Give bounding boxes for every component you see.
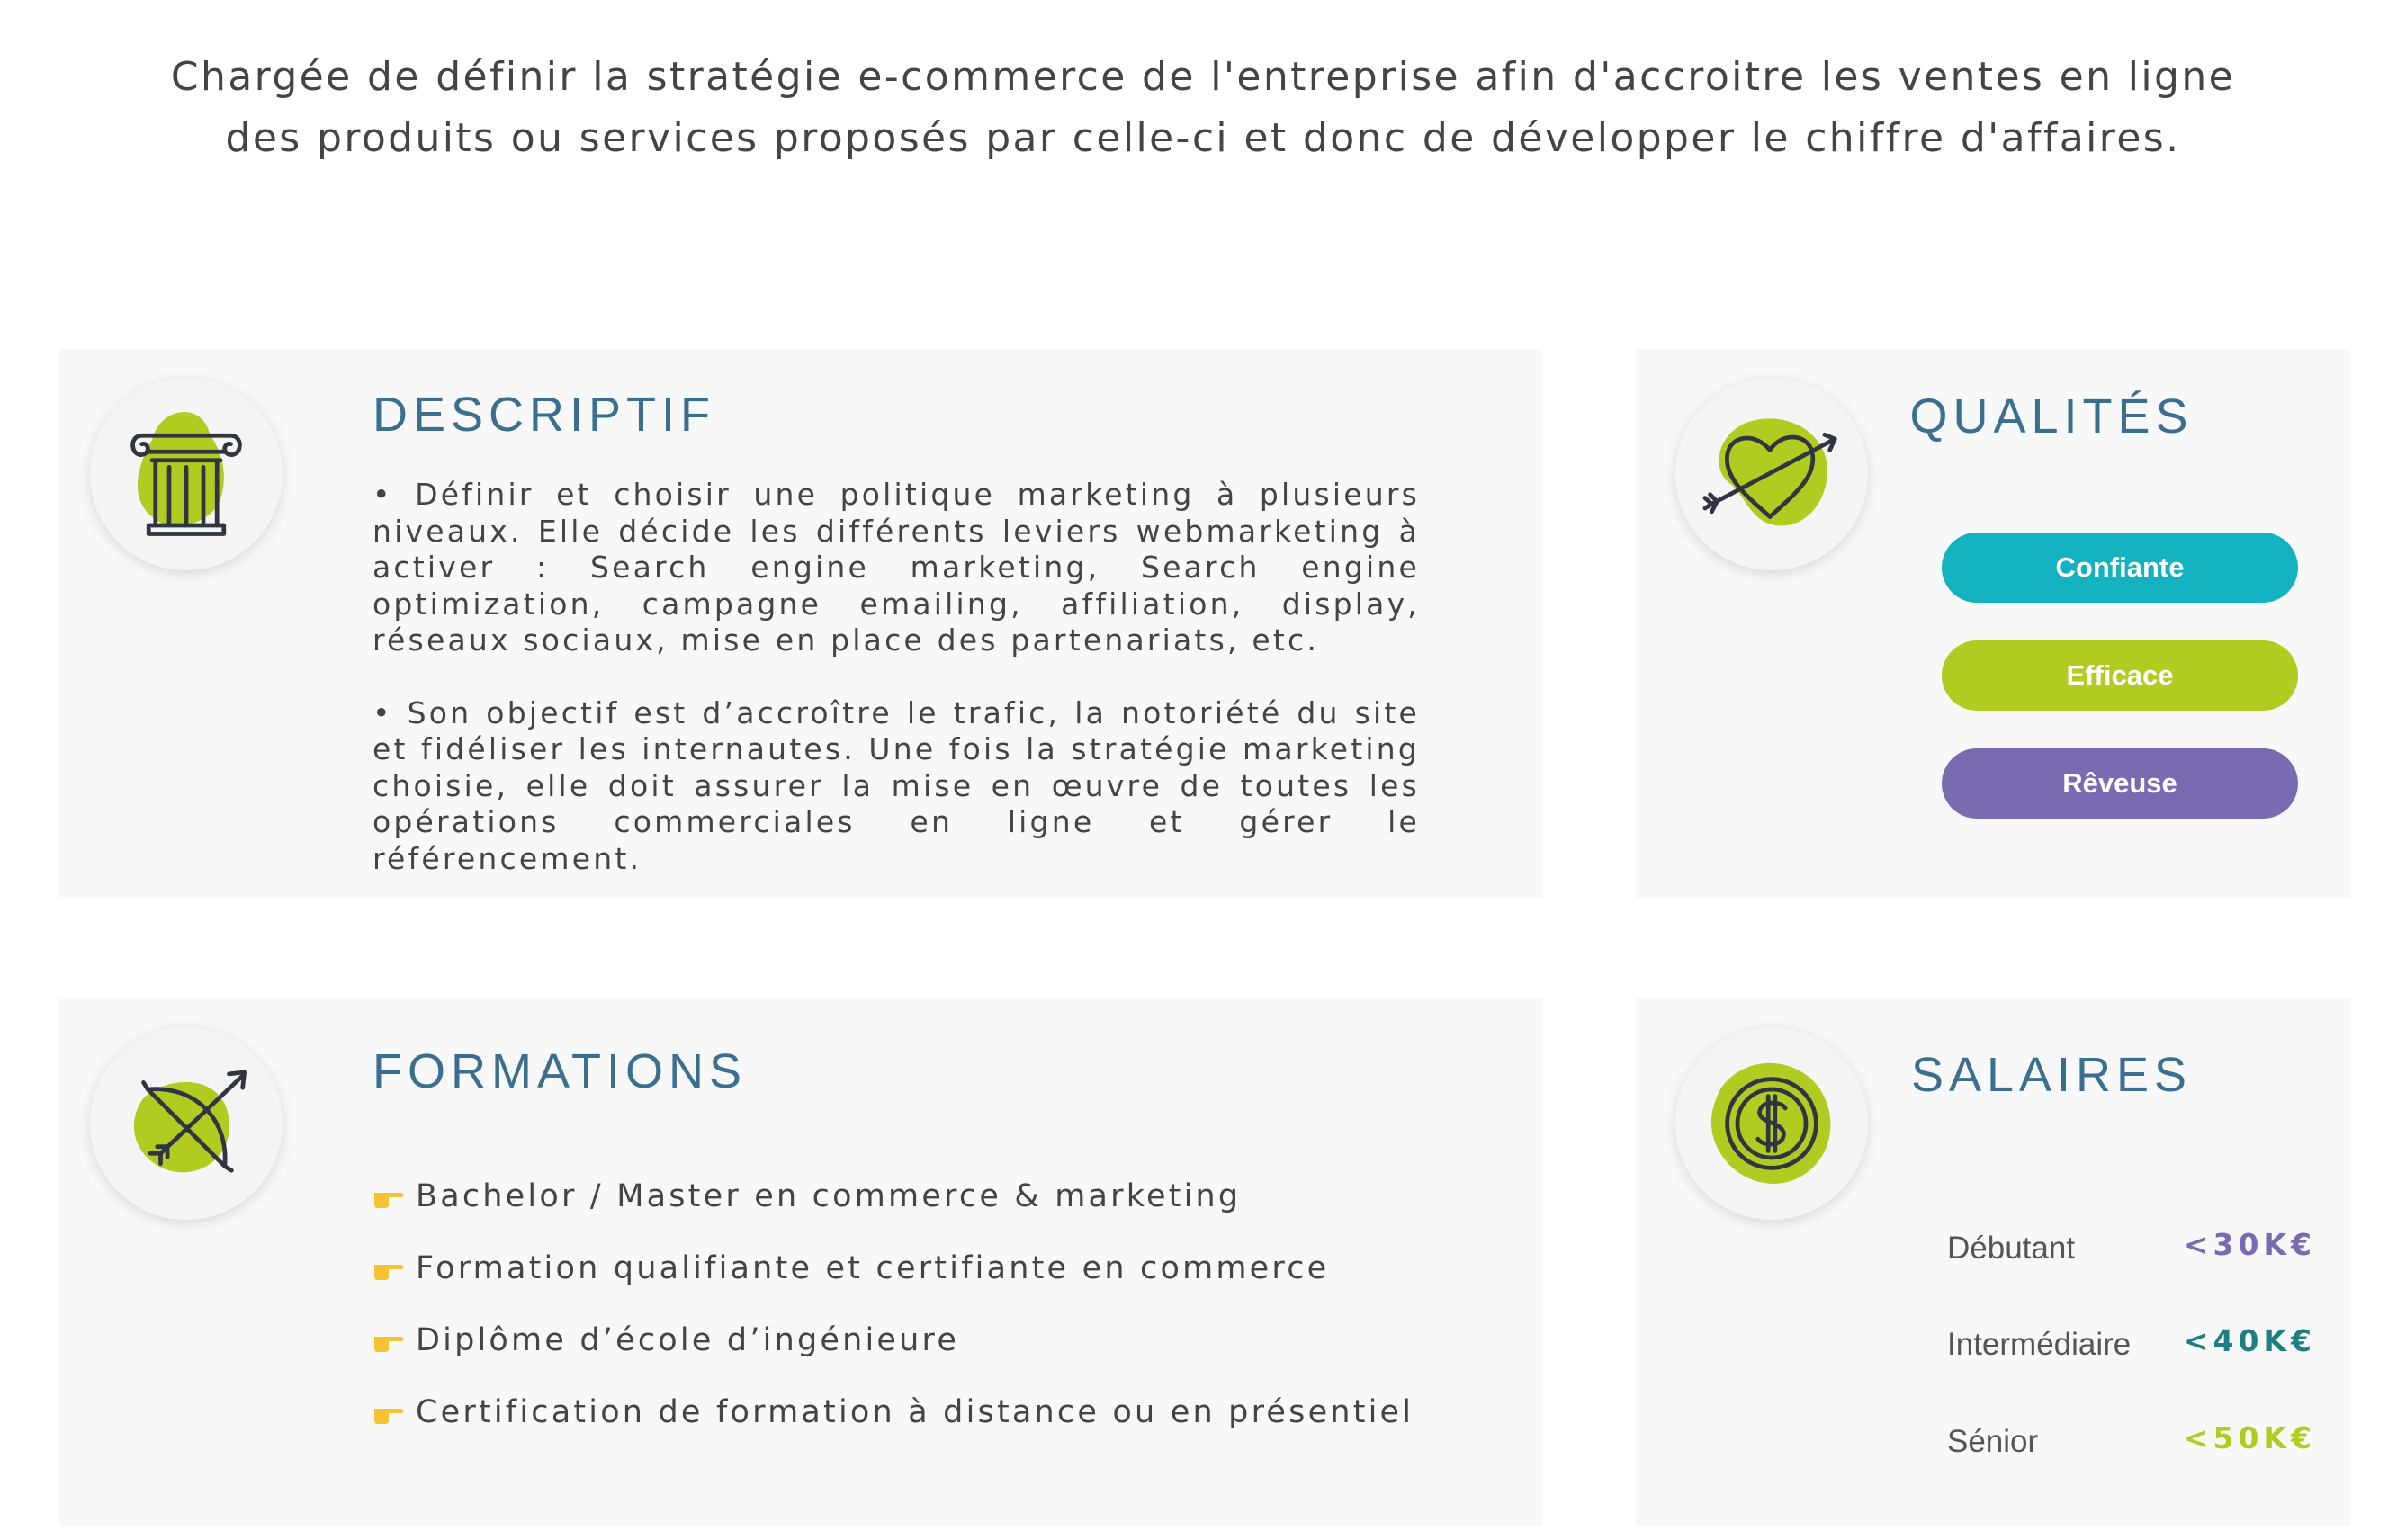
salary-value: <30K€ [2183, 1227, 2316, 1262]
descriptif-title: DESCRIPTIF [373, 388, 716, 442]
qualites-card [1636, 349, 2350, 898]
salary-value: <40K€ [2183, 1323, 2316, 1358]
formation-label: Bachelor / Master en commerce & marketing [416, 1178, 1242, 1214]
quality-badge-efficace: Efficace [1942, 640, 2298, 711]
list-item [373, 1376, 1414, 1448]
pointing-hand-icon [373, 1400, 405, 1425]
pointing-hand-icon [373, 1256, 405, 1281]
formation-label: Certification de formation à distance ou en présentiel [416, 1394, 1414, 1430]
list-item [373, 1304, 1414, 1376]
salary-level-label: Sénior [1947, 1424, 2039, 1459]
quality-badge-confiante: Confiante [1942, 533, 2298, 603]
intro-line-2: des produits ou services proposés par celle-ci et donc de développer le chiffre d'affaires. [225, 115, 2181, 161]
bow-arrow-icon [90, 1027, 283, 1220]
intro-text [90, 47, 2316, 169]
list-item [373, 1160, 1414, 1232]
salary-row-senior [1947, 1417, 2316, 1471]
descriptif-paragraph-2: • Son objectif est d’accroître le trafic, la notoriété du site et fidéliser les internautes. Une fois la stratégie marketing choisie, elle doit assurer la mise en œuvre de toutes les opérations commerciales en ligne et gérer le référencement. [373, 694, 1420, 876]
salaires-card [1636, 998, 2350, 1526]
salary-value: <50K€ [2183, 1420, 2316, 1455]
salary-level-label: Débutant [1947, 1231, 2076, 1266]
salary-row-intermediaire [1947, 1320, 2316, 1374]
formations-card [59, 998, 1542, 1526]
formation-label: Formation qualifiante et certifiante en commerce [416, 1250, 1330, 1286]
pointing-hand-icon [373, 1184, 405, 1209]
list-item [373, 1232, 1414, 1304]
descriptif-paragraph-1: • Définir et choisir une politique marketing à plusieurs niveaux. Elle décide les différents leviers webmarketing à activer : Search engine marketing, Search engine optimization, campagne emailing, affiliation, display, réseaux sociaux, mise en place des partenariats, etc. [373, 477, 1420, 658]
formations-title: FORMATIONS [373, 1044, 747, 1098]
qualites-title: QUALITÉS [1909, 389, 2194, 443]
intro-line-1: Chargée de définir la stratégie e-commerce de l'entreprise afin d'accroitre les ventes en ligne [170, 54, 2236, 100]
ionic-column-icon [90, 378, 283, 570]
formations-list [373, 1160, 1414, 1448]
pointing-hand-icon [373, 1328, 405, 1353]
salary-row-debutant [1947, 1223, 2316, 1277]
salary-level-label: Intermédiaire [1947, 1327, 2132, 1362]
descriptif-body [373, 477, 1420, 913]
salaires-title: SALAIRES [1910, 1048, 2193, 1102]
descriptif-card [59, 349, 1542, 898]
formation-label: Diplôme d’école d’ingénieure [416, 1322, 960, 1358]
quality-badge-reveuse: Rêveuse [1942, 748, 2298, 819]
